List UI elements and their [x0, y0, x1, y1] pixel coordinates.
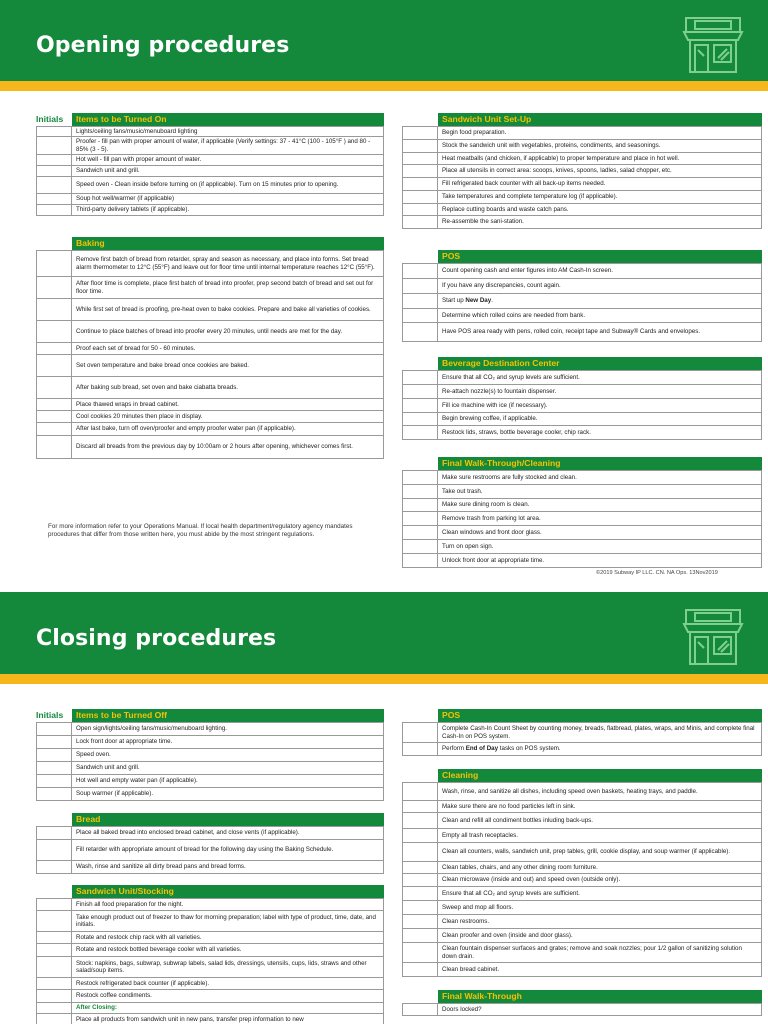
checklist-row	[36, 343, 384, 355]
task-text: Clean proofer and oven (inside and door glass).	[438, 929, 762, 942]
checklist-row	[36, 978, 384, 990]
initials-box[interactable]	[36, 155, 72, 165]
initials-box[interactable]	[402, 723, 438, 742]
initials-box[interactable]	[36, 775, 72, 787]
opening-accent-bar	[0, 81, 768, 91]
initials-box[interactable]	[36, 321, 72, 342]
initials-box[interactable]	[36, 277, 72, 298]
task-text: Begin brewing coffee, if applicable.	[438, 413, 762, 425]
initials-box[interactable]	[36, 137, 72, 154]
initials-box[interactable]	[402, 540, 438, 553]
task-text: Soup warmer (if applicable).	[72, 788, 384, 800]
section-title: Items to be Turned Off	[76, 710, 168, 720]
initials-box[interactable]	[402, 783, 438, 800]
checklist-row	[36, 177, 384, 194]
task-text: Soup hot well/warmer (if applicable)	[72, 194, 384, 204]
checklist-row	[36, 137, 384, 155]
task-text: After Closing:	[72, 1003, 384, 1013]
checklist-row	[36, 827, 384, 840]
checklist-row	[402, 813, 762, 829]
closing-left-column	[36, 709, 384, 1024]
task-text: Re-attach nozzle(s) to fountain dispenser.	[438, 385, 762, 398]
section-items-to-be-turned-off	[36, 709, 384, 801]
initials-box[interactable]	[402, 191, 438, 203]
copyright-text: ©2019 Subway IP LLC. CN. NA Ops. 13Nov2019	[596, 570, 718, 576]
task-text: Unlock front door at appropriate time.	[438, 554, 762, 567]
section-final-walk-through-cleaning	[402, 457, 762, 568]
task-text: Place thawed wraps in bread cabinet.	[72, 399, 384, 410]
task-text: Count opening cash and enter figures into AM Cash-In screen.	[438, 264, 762, 278]
checklist-row	[402, 153, 762, 165]
section-title: POS	[442, 251, 461, 261]
task-text: Clean tables, chairs, and any other dining room furniture.	[438, 862, 762, 873]
initials-box[interactable]	[36, 411, 72, 422]
section-cleaning	[402, 769, 762, 977]
checklist-row	[36, 932, 384, 944]
checklist-row	[402, 554, 762, 568]
task-text: Sweep and mop all floors.	[438, 901, 762, 914]
initials-box[interactable]	[402, 526, 438, 539]
checklist-row	[36, 127, 384, 137]
task-text: Take out trash.	[438, 485, 762, 498]
checklist-row	[402, 743, 762, 756]
checklist-row	[36, 944, 384, 957]
initials-box[interactable]	[36, 194, 72, 204]
task-text: Wash, rinse, and sanitize all dishes, including speed oven baskets, heating trays, and paddle.	[438, 783, 762, 800]
initials-box[interactable]	[36, 166, 72, 176]
initials-box[interactable]	[36, 1003, 72, 1013]
section-header-bar	[438, 769, 762, 782]
checklist-row	[402, 901, 762, 915]
checklist-row	[36, 155, 384, 166]
task-text: Begin food preparation.	[438, 127, 762, 139]
initials-box[interactable]	[402, 264, 438, 278]
initials-box[interactable]	[36, 355, 72, 376]
task-text: Place all products from sandwich unit in new pans, transfer prep information to new	[72, 1014, 384, 1024]
checklist-row	[402, 512, 762, 526]
initials-box[interactable]	[402, 829, 438, 842]
section-title: POS	[442, 710, 461, 720]
initials-box[interactable]	[402, 485, 438, 498]
task-text: Fill retarder with appropriate amount of bread for the following day using the Baking Schedule.	[72, 840, 384, 860]
task-text: Finish all food preparation for the night.	[72, 899, 384, 910]
initials-box[interactable]	[402, 743, 438, 755]
checklist-row	[36, 399, 384, 411]
initials-box[interactable]	[402, 323, 438, 341]
task-text: Cool cookies 20 minutes then place in display.	[72, 411, 384, 422]
section-bread	[36, 813, 384, 874]
checklist-row	[402, 294, 762, 309]
initials-box[interactable]	[36, 762, 72, 774]
initials-box[interactable]	[402, 294, 438, 308]
task-text: Open sign/lights/ceiling fans/music/menuboard lighting.	[72, 723, 384, 735]
checklist-row	[36, 1014, 384, 1024]
checklist-row	[36, 861, 384, 874]
task-text: Heat meatballs (and chicken, if applicable) to proper temperature and place in hot well.	[438, 153, 762, 164]
task-text: Take temperatures and complete temperature log (if applicable).	[438, 191, 762, 203]
initials-box[interactable]	[402, 371, 438, 384]
initials-box[interactable]	[402, 901, 438, 914]
task-text: Ensure that all CO₂ and syrup levels are sufficient.	[438, 887, 762, 900]
checklist-row	[36, 423, 384, 436]
section-title: Final Walk-Through	[442, 991, 522, 1001]
section-header-bar	[438, 250, 762, 263]
checklist-row	[402, 862, 762, 874]
task-text: Empty all trash receptacles.	[438, 829, 762, 842]
checklist-row	[36, 355, 384, 377]
task-text: Remove first batch of bread from retarder, spray and season as necessary, and place into forms. Set bread alarm thermometer to 12°C (55°F) and leave out for floor time until internal temperature reaches 12°C (55°F).	[72, 251, 384, 276]
checklist-row	[402, 216, 762, 229]
initials-box[interactable]	[36, 911, 72, 931]
initials-box[interactable]	[36, 205, 72, 215]
task-text: Speed oven - Clean inside before turning on (if applicable). Turn on 15 minutes prior to opening.	[72, 177, 384, 193]
checklist-row	[36, 194, 384, 205]
task-text: Have POS area ready with pens, rolled coin, receipt tape and Subway® Cards and envelopes.	[438, 323, 762, 341]
checklist-row	[402, 264, 762, 279]
initials-box[interactable]	[36, 944, 72, 956]
task-text: Lights/ceiling fans/music/menuboard lighting	[72, 127, 384, 136]
closing-banner	[0, 592, 768, 674]
checklist-row	[36, 788, 384, 801]
operations-note: For more information refer to your Operations Manual. If local health department/regulatory agency mandates procedures that differ from those written here, you must abide by the most stringent regulations.	[48, 523, 353, 538]
section-title: Baking	[76, 238, 105, 248]
initials-box[interactable]	[402, 929, 438, 942]
section-header-bar	[438, 709, 762, 722]
section-header	[402, 113, 762, 126]
initials-box[interactable]	[36, 377, 72, 398]
task-text: Turn on open sign.	[438, 540, 762, 553]
checklist-row	[402, 843, 762, 862]
section-header	[36, 885, 384, 898]
initials-box[interactable]	[36, 423, 72, 435]
checklist-row	[402, 915, 762, 929]
checklist-row	[36, 957, 384, 978]
task-text: Make sure restrooms are fully stocked and clean.	[438, 471, 762, 484]
task-text: Stock: napkins, bags, subwrap, subwrap labels, salad lids, dressings, utensils, cups, lids, straws and other salad/soup items.	[72, 957, 384, 977]
checklist-row	[402, 279, 762, 294]
task-text: After last bake, turn off oven/proofer and empty proofer water pan (if applicable).	[72, 423, 384, 435]
task-text: Hot well and empty water pan (if applicable).	[72, 775, 384, 787]
initials-box[interactable]	[36, 749, 72, 761]
section-header	[402, 250, 762, 263]
initials-box[interactable]	[402, 426, 438, 439]
initials-box[interactable]	[402, 801, 438, 812]
checklist-row	[402, 426, 762, 440]
checklist-row	[36, 775, 384, 788]
closing-right-column	[402, 709, 762, 1016]
initials-box[interactable]	[36, 299, 72, 320]
initials-box[interactable]	[402, 813, 438, 828]
checklist-row	[36, 377, 384, 399]
task-text: Restock refrigerated back counter (if applicable).	[72, 978, 384, 989]
task-text: Fill refrigerated back counter with all back-up items needed.	[438, 178, 762, 190]
task-text: Remove trash from parking lot area.	[438, 512, 762, 525]
section-header	[402, 457, 762, 470]
checklist-row	[402, 1004, 762, 1016]
initials-box[interactable]	[36, 177, 72, 193]
task-text: Restock lids, straws, bottle beverage cooler, chip rack.	[438, 426, 762, 439]
checklist-row	[36, 1003, 384, 1014]
section-title: Cleaning	[442, 770, 479, 780]
section-pos	[402, 250, 762, 342]
task-text: Determine which rolled coins are needed from bank.	[438, 309, 762, 322]
task-text: Make sure there are no food particles left in sink.	[438, 801, 762, 812]
section-final-walk-through	[402, 990, 762, 1016]
initials-box[interactable]	[36, 343, 72, 354]
task-text: Clean windows and front door glass.	[438, 526, 762, 539]
initials-box[interactable]	[402, 127, 438, 139]
checklist-row	[402, 127, 762, 140]
task-text: Perform End of Day tasks on POS system.	[438, 743, 762, 755]
checklist-row	[36, 840, 384, 861]
task-text: Restock coffee condiments.	[72, 990, 384, 1002]
checklist-row	[402, 204, 762, 216]
initials-box[interactable]	[402, 216, 438, 228]
section-baking	[36, 237, 384, 459]
section-sandwich-unit-set-up	[402, 113, 762, 229]
task-text: Re-assemble the sani-station.	[438, 216, 762, 228]
initials-box[interactable]	[402, 471, 438, 484]
task-text: Start up New Day.	[438, 294, 762, 308]
checklist-row	[36, 321, 384, 343]
initials-box[interactable]	[402, 153, 438, 164]
task-text: After floor time is complete, place first batch of bread into proofer, prep second batch of bread and set out for floor time.	[72, 277, 384, 298]
task-text: Proofer - fill pan with proper amount of water, if applicable (Verify settings: 37 - 41°C (100 - 105°F ) and 80 - 85% (3 - 5).	[72, 137, 384, 154]
initials-box[interactable]	[402, 963, 438, 976]
initials-box[interactable]	[402, 512, 438, 525]
initials-box[interactable]	[36, 723, 72, 735]
section-title: Beverage Destination Center	[442, 358, 560, 368]
section-header	[402, 357, 762, 370]
checklist-row	[402, 801, 762, 813]
checklist-row	[402, 471, 762, 485]
initials-box[interactable]	[402, 843, 438, 861]
initials-box[interactable]	[402, 554, 438, 567]
section-sandwich-unit-stocking	[36, 885, 384, 1024]
section-header	[36, 709, 384, 722]
task-text: Fill ice machine with ice (if necessary).	[438, 399, 762, 412]
checklist-row	[402, 943, 762, 963]
initials-label: Initials	[36, 710, 64, 720]
initials-label: Initials	[36, 114, 64, 124]
initials-box[interactable]	[36, 861, 72, 873]
section-title: Sandwich Unit/Stocking	[76, 886, 174, 896]
initials-box[interactable]	[402, 204, 438, 215]
initials-box[interactable]	[402, 862, 438, 873]
checklist-row	[402, 178, 762, 191]
checklist-row	[402, 829, 762, 843]
section-pos	[402, 709, 762, 756]
checklist-row	[402, 499, 762, 512]
store-icon	[680, 606, 746, 668]
task-text: Place all utensils in correct area: scoops, knives, spoons, ladles, salad chopper, etc.	[438, 165, 762, 177]
initials-box[interactable]	[36, 251, 72, 276]
initials-box[interactable]	[36, 736, 72, 748]
task-text: Proof each set of bread for 50 - 60 minutes.	[72, 343, 384, 354]
checklist-row	[402, 309, 762, 323]
checklist-row	[36, 911, 384, 932]
checklist-row	[402, 413, 762, 426]
checklist-row	[402, 929, 762, 943]
section-header	[402, 990, 762, 1003]
initials-box[interactable]	[36, 978, 72, 989]
initials-box[interactable]	[402, 385, 438, 398]
checklist-row	[402, 385, 762, 399]
checklist-row	[402, 485, 762, 499]
task-text: Rotate and restock chip rack with all varieties.	[72, 932, 384, 943]
initials-box[interactable]	[402, 309, 438, 322]
checklist-row	[402, 191, 762, 204]
task-text: Hot well - fill pan with proper amount of water.	[72, 155, 384, 165]
checklist-row	[402, 526, 762, 540]
initials-box[interactable]	[36, 1014, 72, 1024]
checklist-row	[36, 990, 384, 1003]
checklist-row	[402, 887, 762, 901]
checklist-row	[402, 165, 762, 178]
checklist-row	[36, 436, 384, 459]
initials-box[interactable]	[36, 436, 72, 458]
task-text: Speed oven.	[72, 749, 384, 761]
task-text: Take enough product out of freezer to thaw for morning preparation; label with type of product, time, date, and initials.	[72, 911, 384, 931]
opening-right-column	[402, 113, 762, 568]
closing-accent-bar	[0, 674, 768, 684]
checklist-row	[36, 736, 384, 749]
task-text: Doors locked?	[438, 1004, 762, 1015]
initials-box[interactable]	[36, 899, 72, 910]
task-text: Clean and refill all condiment bottles inluding back-ups.	[438, 813, 762, 828]
task-text: Set oven temperature and bake bread once cookies are baked.	[72, 355, 384, 376]
checklist-row	[402, 540, 762, 554]
task-text: Stock the sandwich unit with vegetables, proteins, condiments, and seasonings.	[438, 140, 762, 152]
section-beverage-destination-center	[402, 357, 762, 440]
task-text: Replace cutting boards and waste catch pans.	[438, 204, 762, 215]
section-title: Bread	[76, 814, 101, 824]
task-text: Place all baked bread into enclosed bread cabinet, and close vents (if applicable).	[72, 827, 384, 839]
section-header	[402, 709, 762, 722]
section-title: Sandwich Unit Set-Up	[442, 114, 532, 124]
section-header	[402, 769, 762, 782]
checklist-row	[402, 399, 762, 413]
section-header-bar	[72, 237, 384, 250]
checklist-row	[36, 749, 384, 762]
initials-box[interactable]	[36, 840, 72, 860]
task-text: Wash, rinse and sanitize all dirty bread pans and bread forms.	[72, 861, 384, 873]
initials-box[interactable]	[36, 399, 72, 410]
section-header-bar	[72, 813, 384, 826]
initials-box[interactable]	[36, 127, 72, 136]
task-text: Ensure that all CO₂ and syrup levels are sufficient.	[438, 371, 762, 384]
task-text: Clean fountain dispenser surfaces and grates; remove and soak nozzles; pour 1/2 gallon of sanitizing solution down drain.	[438, 943, 762, 962]
initials-box[interactable]	[36, 990, 72, 1002]
task-text: Clean microwave (inside and out) and speed oven (outside only).	[438, 874, 762, 886]
checklist-row	[402, 323, 762, 342]
initials-box[interactable]	[402, 279, 438, 293]
initials-box[interactable]	[402, 140, 438, 152]
checklist-row	[402, 723, 762, 743]
checklist-row	[402, 874, 762, 887]
task-text: Clean restrooms.	[438, 915, 762, 928]
task-text: Make sure dining room is clean.	[438, 499, 762, 511]
checklist-row	[36, 251, 384, 277]
checklist-row	[402, 963, 762, 977]
initials-box[interactable]	[402, 887, 438, 900]
initials-box[interactable]	[36, 827, 72, 839]
closing-title: Closing procedures	[36, 626, 277, 651]
initials-box[interactable]	[402, 165, 438, 177]
section-header	[36, 813, 384, 826]
task-text: Clean all counters, walls, sandwich unit, prep tables, grill, cookie display, and soup warmer (if applicable).	[438, 843, 762, 861]
store-icon	[680, 14, 746, 76]
task-text: Discard all breads from the previous day by 10:00am or 2 hours after opening, whichever comes first.	[72, 436, 384, 458]
checklist-row	[36, 277, 384, 299]
task-text: Continue to place batches of bread into proofer every 20 minutes, until needs are met for the day.	[72, 321, 384, 342]
initials-box[interactable]	[402, 499, 438, 511]
checklist-row	[36, 299, 384, 321]
opening-title: Opening procedures	[36, 33, 290, 58]
initials-box[interactable]	[36, 932, 72, 943]
initials-box[interactable]	[36, 788, 72, 800]
task-text: Rotate and restock bottled beverage cooler with all varieties.	[72, 944, 384, 956]
opening-banner	[0, 0, 768, 81]
checklist-row	[402, 140, 762, 153]
checklist-row	[36, 723, 384, 736]
checklist-row	[36, 205, 384, 216]
section-title: Items to be Turned On	[76, 114, 167, 124]
initials-box[interactable]	[402, 915, 438, 928]
task-text: Sandwich unit and grill.	[72, 762, 384, 774]
task-text: Third-party delivery tablets (if applicable).	[72, 205, 384, 215]
task-text: Lock front door at appropriate time.	[72, 736, 384, 748]
checklist-row	[36, 899, 384, 911]
initials-box[interactable]	[402, 178, 438, 190]
task-text: Complete Cash-In Count Sheet by counting money, breads, flatbread, plates, wraps, and Minis, and complete final Cash-In on POS system.	[438, 723, 762, 742]
task-text: Clean bread cabinet.	[438, 963, 762, 976]
task-text: While first set of bread is proofing, pre-heat oven to bake cookies. Prepare and bake all varieties of cookies.	[72, 299, 384, 320]
checklist-row	[36, 166, 384, 177]
checklist-row	[402, 783, 762, 801]
section-items-to-be-turned-on	[36, 113, 384, 216]
checklist-row	[36, 762, 384, 775]
initials-box[interactable]	[402, 1004, 438, 1015]
checklist-row	[36, 411, 384, 423]
initials-box[interactable]	[402, 413, 438, 425]
initials-box[interactable]	[402, 874, 438, 886]
task-text: If you have any discrepancies, count again.	[438, 279, 762, 293]
section-header	[36, 113, 384, 126]
task-text: Sandwich unit and grill.	[72, 166, 384, 176]
task-text: After baking sub bread, set oven and bake ciabatta breads.	[72, 377, 384, 398]
initials-box[interactable]	[402, 399, 438, 412]
opening-left-column	[36, 113, 384, 459]
initials-box[interactable]	[402, 943, 438, 962]
checklist-row	[402, 371, 762, 385]
initials-box[interactable]	[36, 957, 72, 977]
section-header	[36, 237, 384, 250]
section-title: Final Walk-Through/Cleaning	[442, 458, 561, 468]
